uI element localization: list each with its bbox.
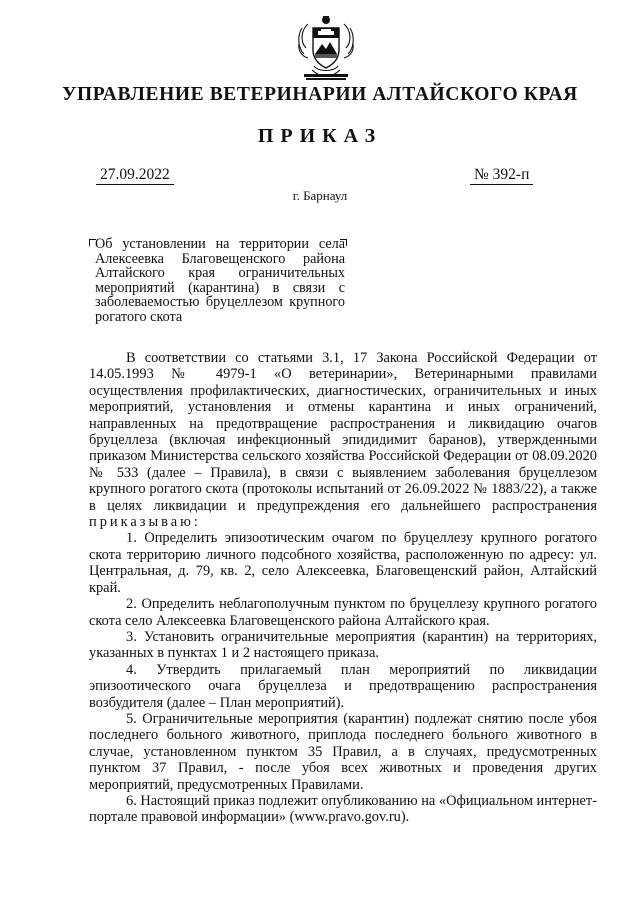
document-number: № 392-п [470, 166, 533, 185]
document-date: 27.09.2022 [96, 166, 174, 185]
document-type-title: ПРИКАЗ [257, 125, 383, 147]
order-item-2: 2. Определить неблагополучным пунктом по бруцеллезу крупного рогатого скота село Алексеевка Благовещенского района Алтайского края. [89, 596, 597, 629]
altai-coat-of-arms-emblem [296, 14, 356, 84]
order-word: приказываю: [89, 514, 201, 531]
preamble-paragraph [89, 350, 597, 530]
order-item-5: 5. Ограничительные мероприятия (карантин) подлежат снятию после убоя последнего больного животного, приплода последнего больного животного в случае, установленном пунктом 35 Правил, а в случаях, предусмотренных пунктом 37 Правил, - после убоя всех животных и проведения других мероприятий, предусмотренных Правилами. [89, 710, 597, 793]
city-label: г. Барнаул [292, 188, 348, 203]
order-item-3: 3. Установить ограничительные мероприятия (карантин) на территориях, указанных в пунктах 1 и 2 настоящего приказа. [89, 628, 597, 662]
order-body [89, 350, 597, 826]
document-subject: Об установлении на территории села Алексеевка Благовещенского района Алтайского края ограничительных мероприятий (карантина) в связи с заболеваемостью бруцеллезом крупного рогатого скота [95, 236, 345, 325]
order-item-4: 4. Утвердить прилагаемый план мероприятий по ликвидации эпизоотического очага бруцеллеза и предотвращению распространения возбудителя (далее – План мероприятий). [89, 661, 597, 711]
agency-name-heading: УПРАВЛЕНИЕ ВЕТЕРИНАРИИ АЛТАЙСКОГО КРАЯ [62, 84, 578, 105]
order-item-6: 6. Настоящий приказ подлежит опубликованию на «Официальном интернет-портале правовой информации» (www.pravo.gov.ru). [89, 792, 597, 826]
preamble-text: В соответствии со статьями 3.1, 17 Закона Российской Федерации от 14.05.1993 № 4979-1 «О ветеринарии», Ветеринарными правилами осуществления профилактических, диагностических, ограничительных и иных мероприятий, установления и отмены карантина и иных ограничений, направленных на предотвращение распространения и ликвидацию очагов бруцеллеза (включая инфекционный эпидидимит баранов), утвержденными приказом Министерства сельского хозяйства Российской Федерации от 08.09.2020 № 533 (далее – Правила), в связи с выявлением заболевания бруцеллезом крупного рогатого скота (протоколы испытаний от 26.09.2022 № 1883/22), а также в целях ликвидации и предупреждения его дальнейшего распространения [89, 350, 597, 514]
order-item-1: 1. Определить эпизоотическим очагом по бруцеллезу крупного рогатого скота территорию личного подсобного хозяйства, расположенную по адресу: ул. Центральная, д. 79, кв. 2, село Алексеевка, Благовещенский район, Алтайский край. [89, 530, 597, 596]
